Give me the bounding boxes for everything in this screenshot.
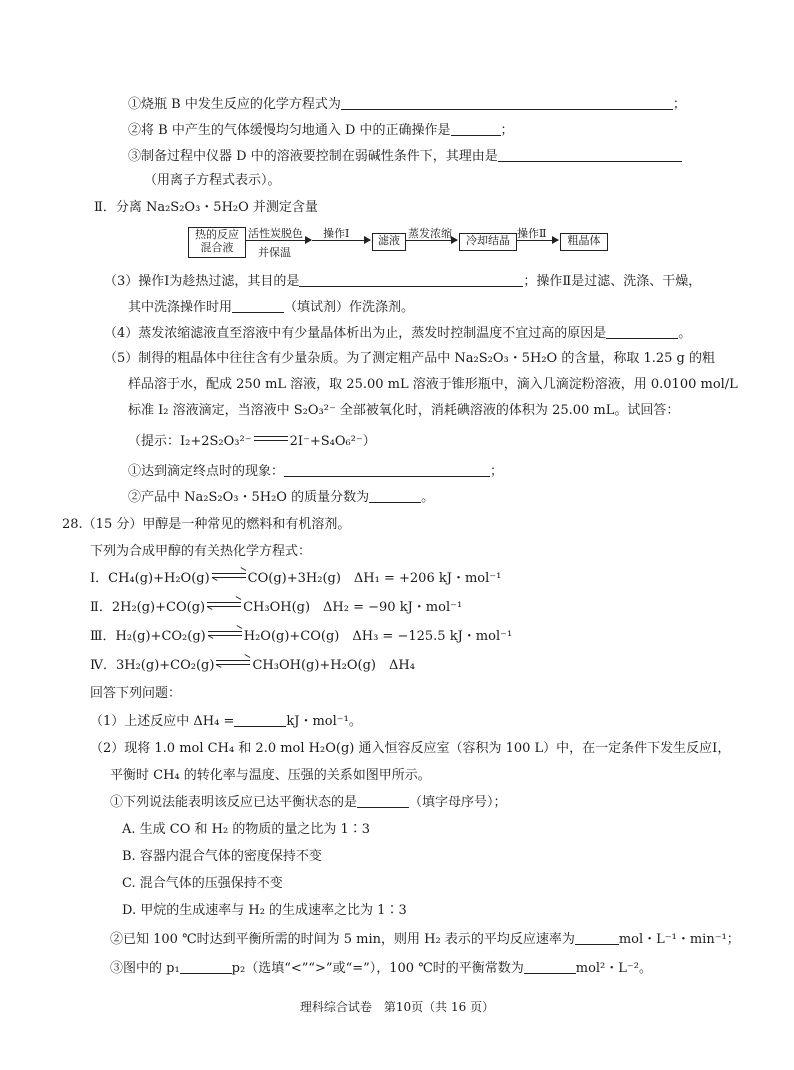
answer-blank[interactable] [498, 147, 682, 162]
q5-line-c: 标准 I₂ 溶液滴定，当溶液中 S₂O₃²⁻ 全部被氧化时，消耗碘溶液的体积为 25.00 mL。试回答： [128, 403, 680, 418]
q4-line: （4）蒸发浓缩滤液直至溶液中有少量晶体析出为止，蒸发时控制温度不宜过高的原因是 。 [104, 326, 692, 341]
option-d: D. 甲烷的生成速率与 H₂ 的生成速率之比为 1∶3 [122, 903, 407, 918]
flow-box-reaction-mixture: 热的反应 混合液 [188, 227, 246, 258]
part-2-sub-1: ①下列说法能表明该反应已达平衡状态的是 （填字母序号）； [110, 795, 507, 810]
answer-blank[interactable] [180, 959, 232, 974]
answer-blank[interactable] [341, 95, 673, 110]
answer-blank[interactable] [284, 462, 490, 477]
q-line-2: ②将 B 中产生的气体缓慢均匀地通入 D 中的正确操作是 ； [128, 123, 514, 138]
part-2-b: 平衡时 CH₄ 的转化率与温度、压强的关系如图甲所示。 [110, 768, 431, 783]
flow-label: 操作Ⅱ [517, 227, 547, 240]
flow-label: 蒸发浓缩 [408, 227, 452, 240]
equation-3: Ⅲ．H₂(g)+CO₂(g) H₂O(g)+CO(g) ΔH₃ = −125.5 kJ・mol⁻¹ [90, 629, 513, 644]
option-c: C. 混合气体的压强保持不变 [122, 876, 283, 891]
equation-1: Ⅰ．CH₄(g)+H₂O(g) CO(g)+3H₂(g) ΔH₁ = +206 kJ・mol⁻¹ [90, 571, 502, 586]
q3-line-b: 其中洗涤操作时用 （填试剂）作洗涤剂。 [128, 300, 415, 315]
part-1: （1）上述反应中 ΔH₄ = kJ・mol⁻¹。 [90, 714, 362, 729]
answer-blank[interactable] [234, 712, 286, 727]
reversible-arrow-icon [212, 571, 246, 581]
option-a: A. 生成 CO 和 H₂ 的物质的量之比为 1∶3 [122, 822, 371, 837]
flow-box-crystallize: 冷却结晶 [459, 233, 517, 251]
answer-blank[interactable] [524, 959, 576, 974]
flow-label: 活性炭脱色 [248, 227, 303, 240]
answer-blank[interactable] [606, 324, 678, 339]
flow-box-crude-crystal: 粗晶体 [560, 233, 608, 251]
equation-4: Ⅳ．3H₂(g)+CO₂(g) CH₃OH(g)+H₂O(g) ΔH₄ [90, 658, 415, 673]
answer-blank[interactable] [369, 488, 421, 503]
option-b: B. 容器内混合气体的密度保持不变 [122, 849, 322, 864]
part-2-sub-2: ②已知 100 ℃时达到平衡所需的时间为 5 min，则用 H₂ 表示的平均反应速率为 mol・L⁻¹・min⁻¹； [110, 932, 740, 947]
q-line-3b: （用离子方程式表示）。 [144, 173, 281, 188]
q3-line-a: （3）操作Ⅰ为趁热过滤，其目的是 ；操作Ⅱ是过滤、洗涤、干燥， [104, 274, 702, 289]
answer-blank[interactable] [357, 793, 409, 808]
answer-blank[interactable] [232, 298, 284, 313]
q-line-1: ①烧瓶 B 中发生反应的化学方程式为 ； [128, 97, 686, 112]
page-footer: 理科综合试卷 第10页（共 16 页） [299, 1000, 495, 1014]
equals-sign [254, 434, 288, 444]
flow-label: 操作Ⅰ [323, 227, 350, 240]
flow-box-filtrate: 滤液 [372, 233, 406, 251]
q5-sub-1: ①达到滴定终点时的现象： ； [128, 464, 504, 479]
part-2-sub-3: ③图中的 p₁ p₂（选填“<”“>”或“=”），100 ℃时的平衡常数为 mol²・L⁻²。 [110, 961, 652, 976]
answer-blank[interactable] [299, 272, 523, 287]
q5-hint: （提示：I₂+2S₂O₃²⁻ 2I⁻+S₄O₆²⁻） [128, 434, 376, 449]
reversible-arrow-icon [208, 629, 242, 639]
q-line-3: ③制备过程中仪器 D 中的溶液要控制在弱碱性条件下，其理由是 [128, 147, 682, 166]
q28-intro: 下列为合成甲醇的有关热化学方程式： [90, 544, 312, 559]
section-title: Ⅱ．分离 Na₂S₂O₃・5H₂O 并测定含量 [94, 200, 318, 215]
answer-blank[interactable] [575, 930, 619, 945]
answer-blank[interactable] [451, 121, 501, 136]
part-2-a: （2）现将 1.0 mol CH₄ 和 2.0 mol H₂O(g) 通入恒容反应室（容积为 100 L）中，在一定条件下发生反应Ⅰ， [90, 741, 731, 756]
q28-title: 28.（15 分）甲醇是一种常见的燃料和有机溶剂。 [62, 517, 351, 532]
flow-label: 并保温 [258, 246, 291, 259]
equation-2: Ⅱ．2H₂(g)+CO(g) CH₃OH(g) ΔH₂ = −90 kJ・mol⁻¹ [90, 600, 463, 615]
reversible-arrow-icon [216, 658, 250, 668]
reversible-arrow-icon [207, 600, 241, 610]
q5-line-a: （5）制得的粗晶体中往往含有少量杂质。为了测定粗产品中 Na₂S₂O₃・5H₂O 的含量，称取 1.25 g 的粗 [104, 351, 716, 366]
answer-prompt: 回答下列问题： [90, 686, 182, 701]
q5-line-b: 样品溶于水，配成 250 mL 溶液，取 25.00 mL 溶液于锥形瓶中，滴入几滴淀粉溶液，用 0.0100 mol/L [128, 377, 738, 392]
q5-sub-2: ②产品中 Na₂S₂O₃・5H₂O 的质量分数为 。 [128, 490, 435, 505]
